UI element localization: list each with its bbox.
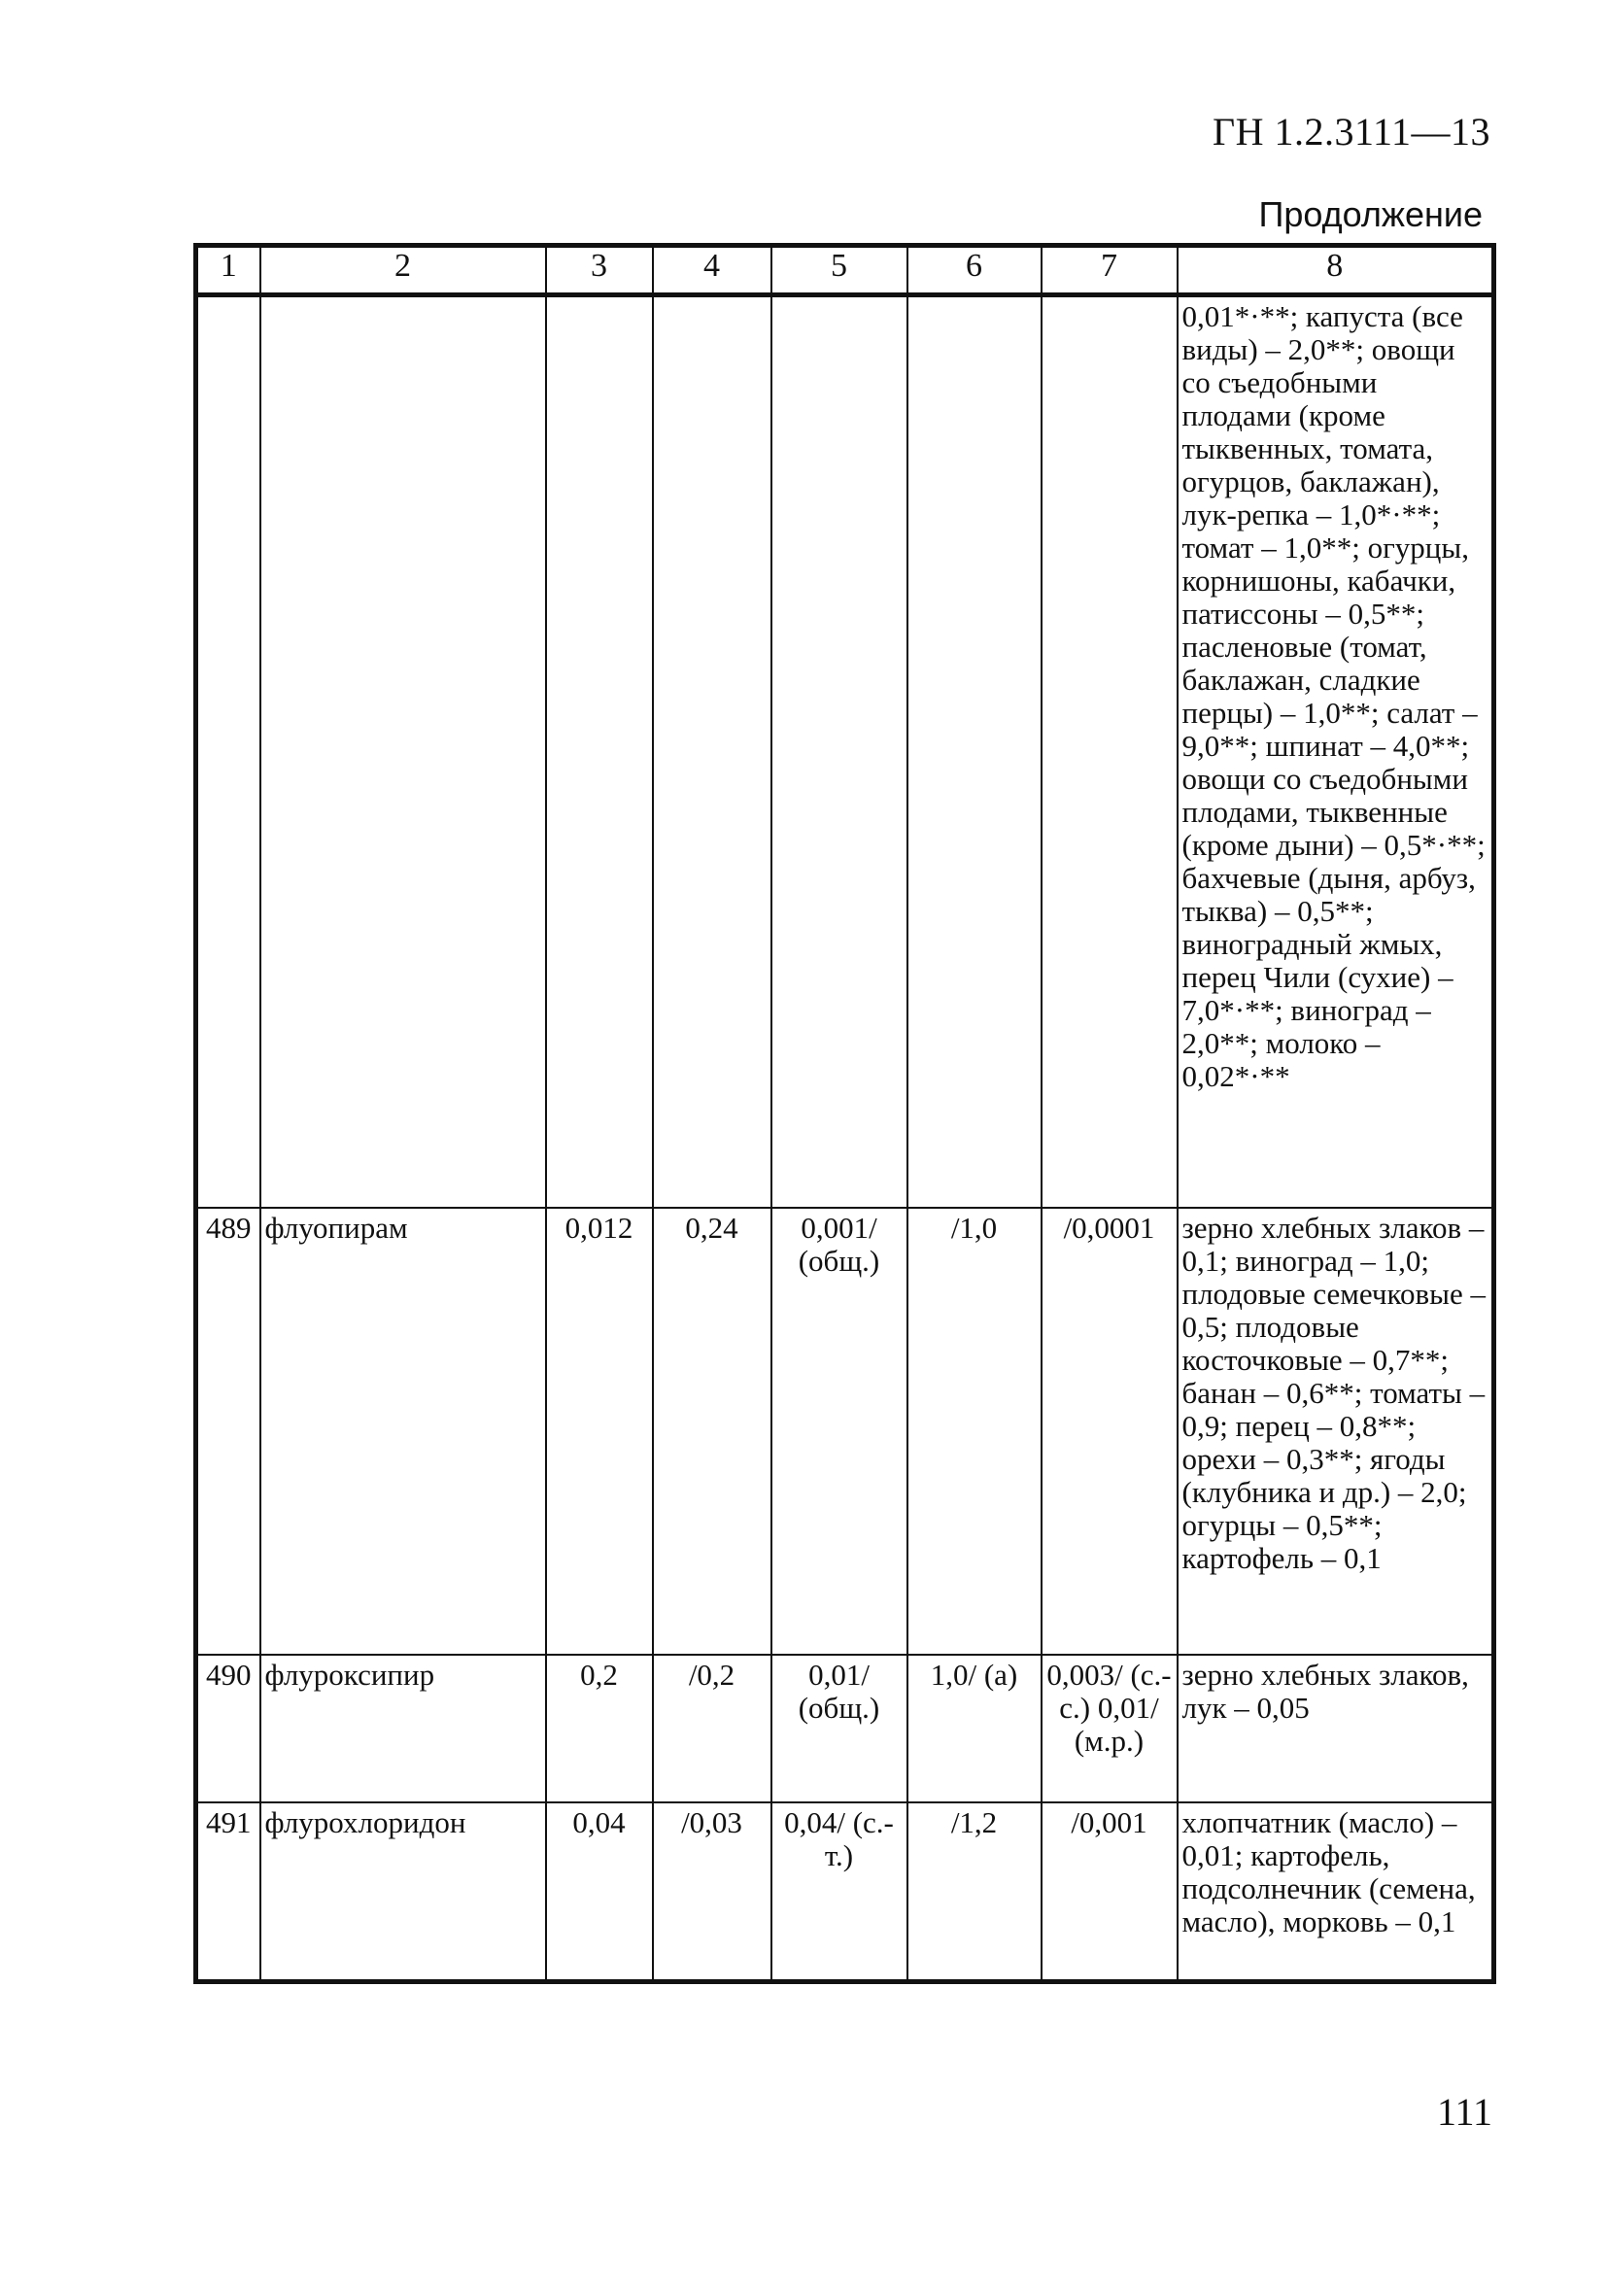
cell-col3: 0,012 [546,1208,653,1655]
cell-note: зерно хлебных злаков, лук – 0,05 [1178,1655,1494,1802]
cell-number: 490 [196,1655,260,1802]
cell-empty [907,295,1042,1209]
col-header-7: 7 [1042,246,1178,295]
cell-col7: /0,001 [1042,1802,1178,1981]
cell-col3: 0,2 [546,1655,653,1802]
col-header-6: 6 [907,246,1042,295]
continuation-label: Продолжение [1258,194,1483,234]
cell-substance: флурохлоридон [260,1802,546,1981]
cell-col7: 0,003/ (с.-с.) 0,01/ (м.р.) [1042,1655,1178,1802]
table-row [196,1802,1494,1981]
cell-col5: 0,01/ (общ.) [771,1655,907,1802]
document-code: ГН 1.2.3111—13 [1212,110,1490,154]
cell-col4: 0,24 [653,1208,771,1655]
cell-col3: 0,04 [546,1802,653,1981]
col-header-1: 1 [196,246,260,295]
cell-note: хлопчатник (масло) – 0,01; картофель, подсолнечник (семена, масло), морковь – 0,1 [1178,1802,1494,1981]
cell-col6: /1,2 [907,1802,1042,1981]
cell-empty [546,295,653,1209]
cell-substance: флуопирам [260,1208,546,1655]
cell-col6: /1,0 [907,1208,1042,1655]
cell-col7: /0,0001 [1042,1208,1178,1655]
cell-empty [260,295,546,1209]
cell-note: 0,01*·**; капуста (все виды) – 2,0**; овощи со съедобными плодами (кроме тыквенных, томата, огурцов, баклажан), лук-репка – 1,0*·**; томат – 1,0**; огурцы, корнишоны, кабачки, патиссоны – 0,5**; пасленовые (томат, баклажан, сладкие перцы) – 1,0**; салат – 9,0**; шпинат – 4,0**; овощи со съедобными плодами, тыквенные (кроме дыни) – 0,5*·**; бахчевые (дыня, арбуз, тыква) – 0,5**; виноградный жмых, перец Чили (сухие) – 7,0*·**; виноград – 2,0**; молоко – 0,02*·** [1178,295,1494,1209]
cell-col6: 1,0/ (а) [907,1655,1042,1802]
col-header-3: 3 [546,246,653,295]
data-table [193,243,1496,1984]
table-row [196,1208,1494,1655]
cell-number: 489 [196,1208,260,1655]
cell-col4: /0,03 [653,1802,771,1981]
cell-note: зерно хлебных злаков – 0,1; виноград – 1,0; плодовые семечковые – 0,5; плодовые косточковые – 0,7**; банан – 0,6**; томаты – 0,9; перец – 0,8**; орехи – 0,3**; ягоды (клубника и др.) – 2,0; огурцы – 0,5**; картофель – 0,1 [1178,1208,1494,1655]
col-header-8: 8 [1178,246,1494,295]
header-row [196,246,1494,295]
page-number: 111 [1436,2090,1492,2134]
cell-col5: 0,04/ (с.-т.) [771,1802,907,1981]
col-header-5: 5 [771,246,907,295]
col-header-2: 2 [260,246,546,295]
cell-substance: флуроксипир [260,1655,546,1802]
cell-number: 491 [196,1802,260,1981]
cell-empty [196,295,260,1209]
col-header-4: 4 [653,246,771,295]
cell-col4: /0,2 [653,1655,771,1802]
cell-col5: 0,001/ (общ.) [771,1208,907,1655]
table-row [196,1655,1494,1802]
cell-empty [1042,295,1178,1209]
table-row-continued [196,295,1494,1209]
cell-empty [771,295,907,1209]
cell-empty [653,295,771,1209]
